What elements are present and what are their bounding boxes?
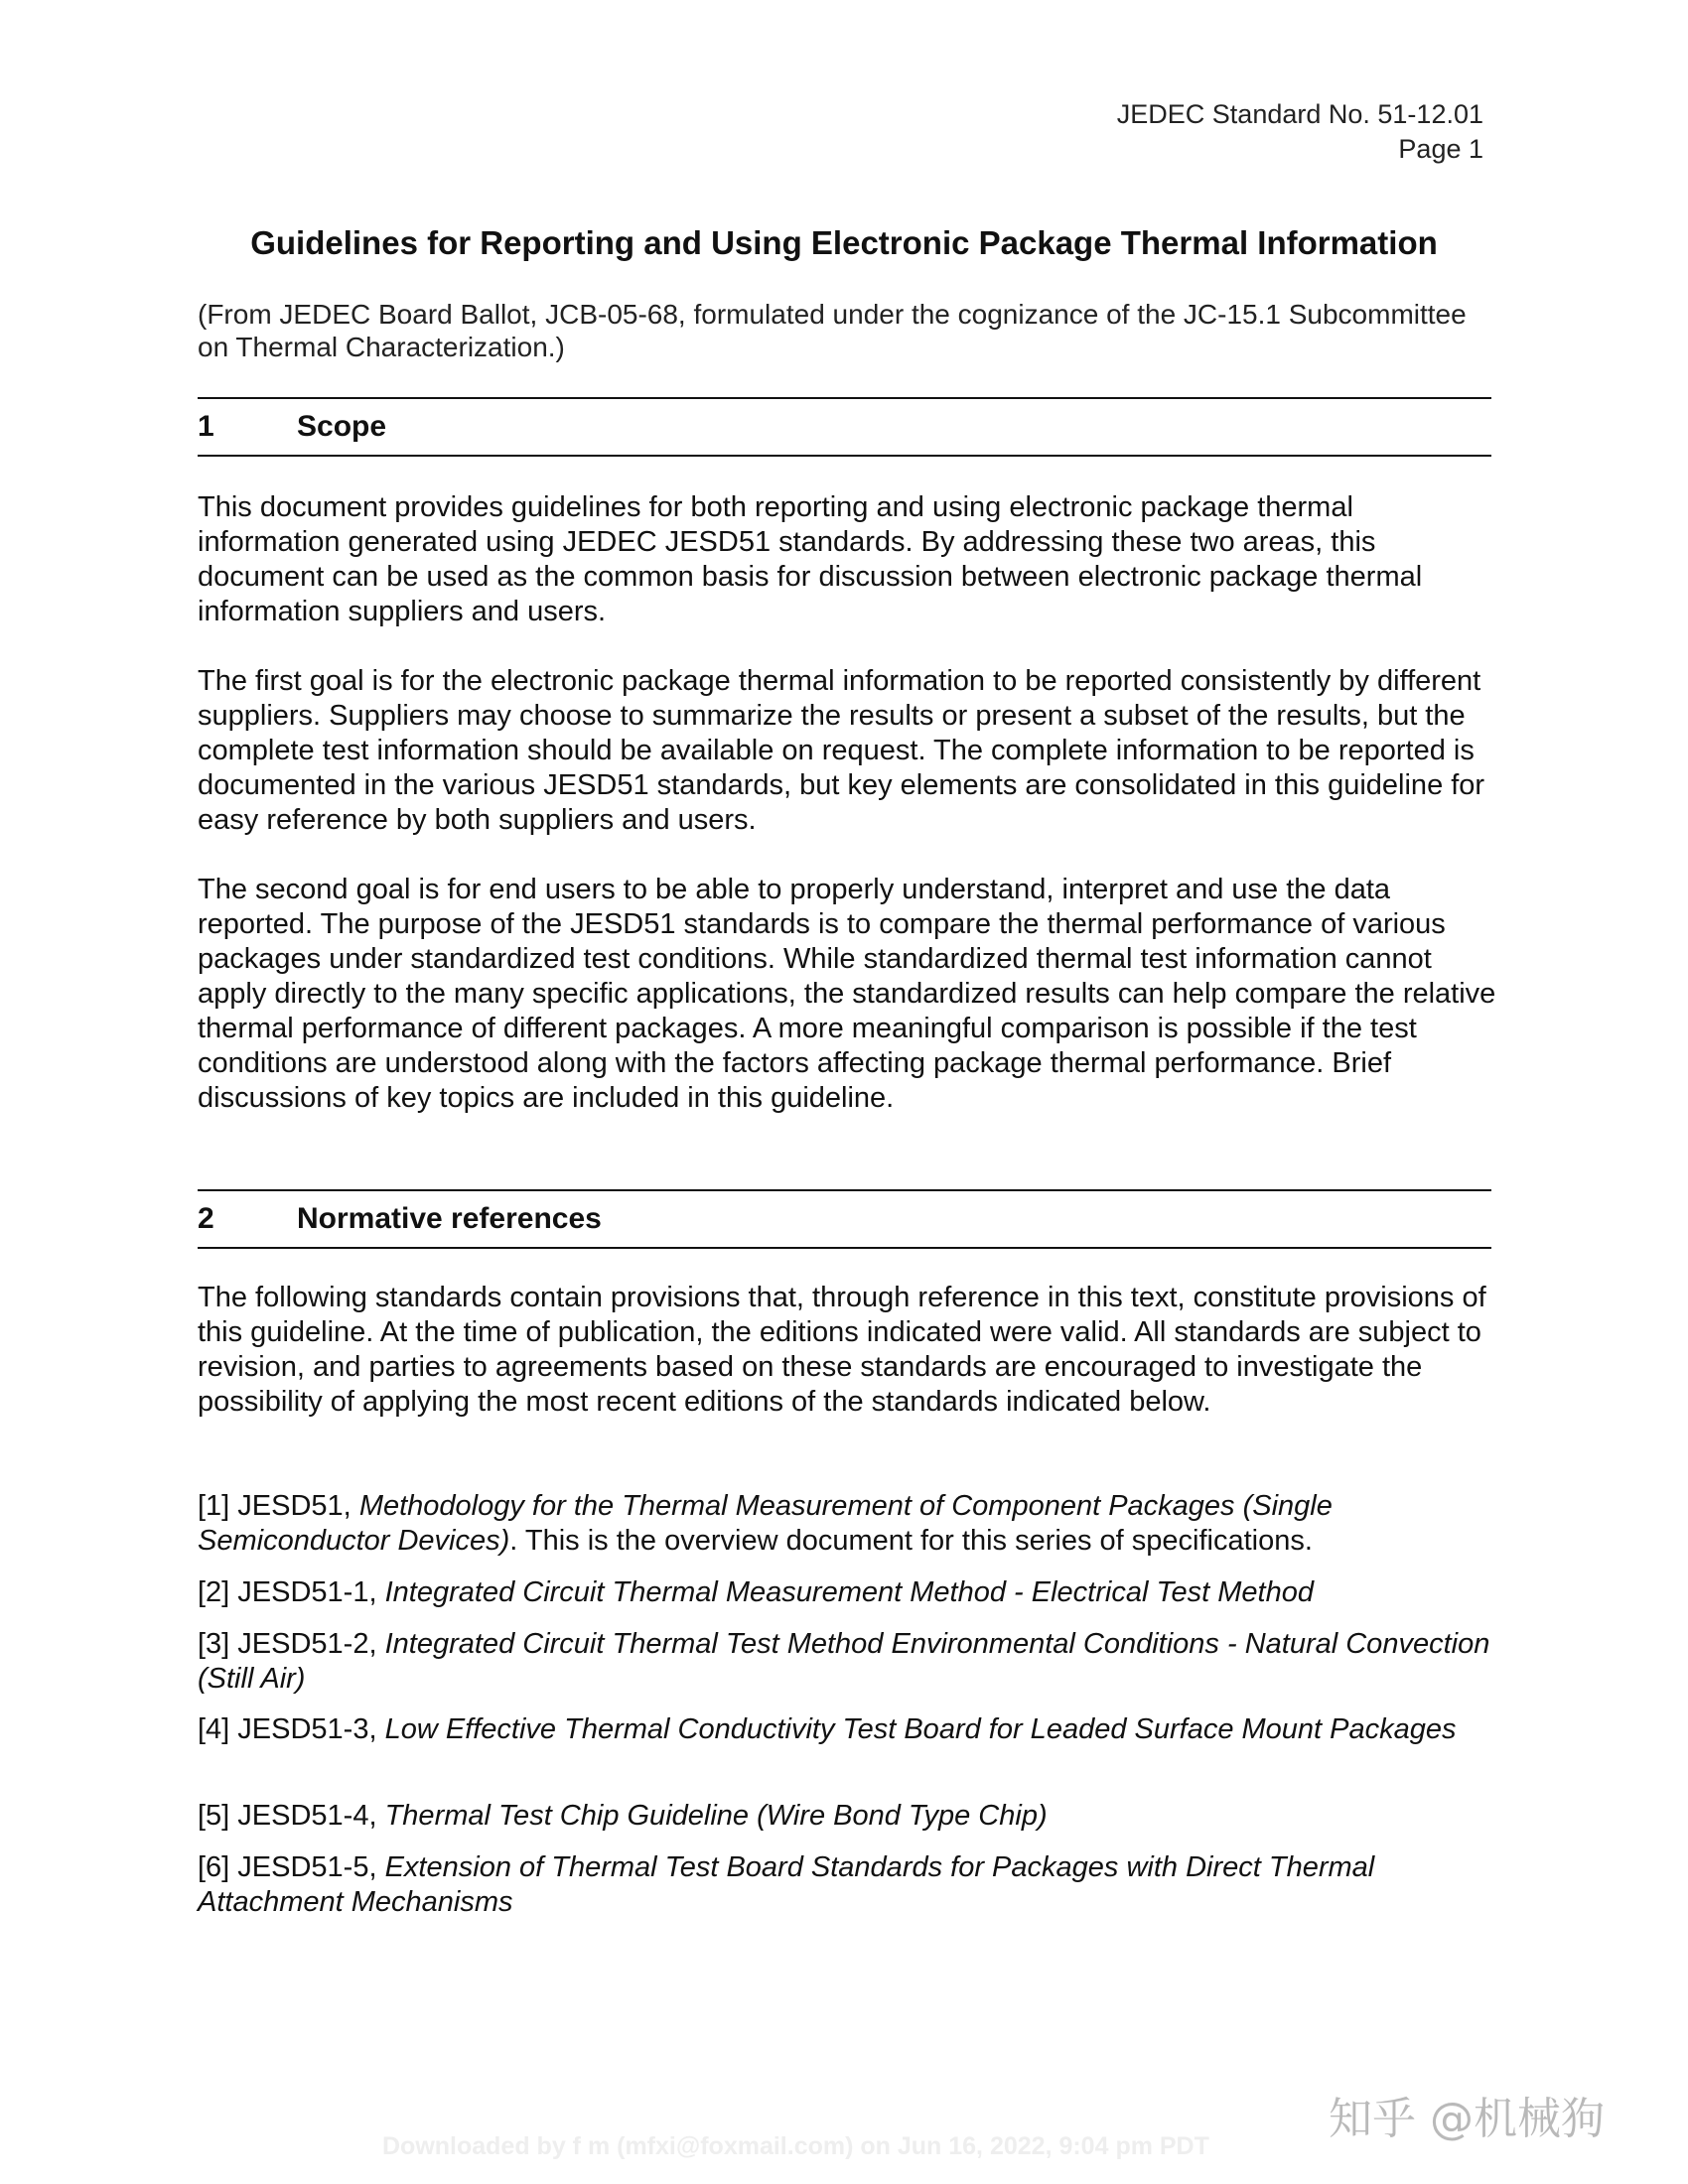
section-number: 1 <box>198 410 214 443</box>
normative-paragraph: The following standards contain provisions that, through reference in this text, constitute provisions of this guideline. At the time of publication, the editions indicated were valid. All standards are subject to revision, and parties to agreements based on these standards are encouraged to investigate the possibility of applying the most recent editions of the standards indicated below. <box>198 1282 1486 1418</box>
reference-title: Integrated Circuit Thermal Measurement Method - Electrical Test Method <box>384 1576 1314 1608</box>
page-number: Page 1 <box>1398 134 1483 164</box>
reference-item <box>198 1799 1498 1834</box>
scope-paragraph-1: This document provides guidelines for both reporting and using electronic package thermal information generated using JEDEC JESD51 standards. By addressing these two areas, this document can be used as the common basis for discussion between electronic package thermal information suppliers and users. <box>198 491 1423 627</box>
document-subtitle: (From JEDEC Board Ballot, JCB-05-68, formulated under the cognizance of the JC-15.1 Subcommittee on Thermal Characterization.) <box>198 299 1467 362</box>
standard-number: JEDEC Standard No. 51-12.01 <box>1116 99 1483 129</box>
scope-paragraph-2: The first goal is for the electronic package thermal information to be reported consistently by different suppliers. Suppliers may choose to summarize the results or present a subset of the results, but the complete test information should be available on request. The complete information to be reported is documented in the various JESD51 standards, but key elements are consolidated in this guideline for easy reference by both suppliers and users. <box>198 665 1485 836</box>
reference-id: [2] JESD51-1, <box>198 1576 385 1608</box>
section-1-heading <box>198 397 1491 457</box>
page-header <box>1117 97 1483 167</box>
reference-id: [4] JESD51-3, <box>198 1713 385 1745</box>
reference-id: [3] JESD51-2, <box>198 1628 385 1660</box>
section-number: 2 <box>198 1202 214 1235</box>
document-title: Guidelines for Reporting and Using Electronic Package Thermal Information <box>250 224 1438 261</box>
reference-item <box>198 1850 1498 1920</box>
reference-note: . This is the overview document for this series of specifications. <box>509 1525 1313 1557</box>
watermark: 知乎 @机械狗 <box>1329 2094 1605 2144</box>
reference-title: Integrated Circuit Thermal Test Method Environmental Conditions - Natural Convection (Still Air) <box>198 1628 1490 1695</box>
section-2-heading <box>198 1189 1491 1249</box>
reference-item <box>198 1575 1498 1610</box>
section-label: Scope <box>297 410 387 443</box>
reference-title: Thermal Test Chip Guideline (Wire Bond Type Chip) <box>384 1800 1048 1832</box>
scope-paragraph-3: The second goal is for end users to be able to properly understand, interpret and use the data reported. The purpose of the JESD51 standards is to compare the thermal performance of various packages under standardized test conditions. While standardized thermal test information cannot apply directly to the many specific applications, the standardized results can help compare the relative thermal performance of different packages. A more meaningful comparison is possible if the test conditions are understood along with the factors affecting package thermal performance. Brief discussions of key topics are included in this guideline. <box>198 874 1496 1114</box>
reference-item <box>198 1627 1498 1697</box>
reference-id: [6] JESD51-5, <box>198 1851 385 1883</box>
download-footer: Downloaded by f m (mfxi@foxmail.com) on Jun 16, 2022, 9:04 pm PDT <box>382 2132 1209 2160</box>
reference-item <box>198 1712 1498 1747</box>
reference-id: [5] JESD51-4, <box>198 1800 385 1832</box>
reference-id: [1] JESD51, <box>198 1490 359 1522</box>
reference-title: Extension of Thermal Test Board Standards for Packages with Direct Thermal Attachment Mechanisms <box>198 1851 1375 1918</box>
section-label: Normative references <box>297 1202 602 1235</box>
reference-item <box>198 1489 1498 1559</box>
reference-title: Methodology for the Thermal Measurement of Component Packages (Single Semiconductor Devices) <box>198 1490 1333 1557</box>
reference-title: Low Effective Thermal Conductivity Test Board for Leaded Surface Mount Packages <box>384 1713 1457 1745</box>
